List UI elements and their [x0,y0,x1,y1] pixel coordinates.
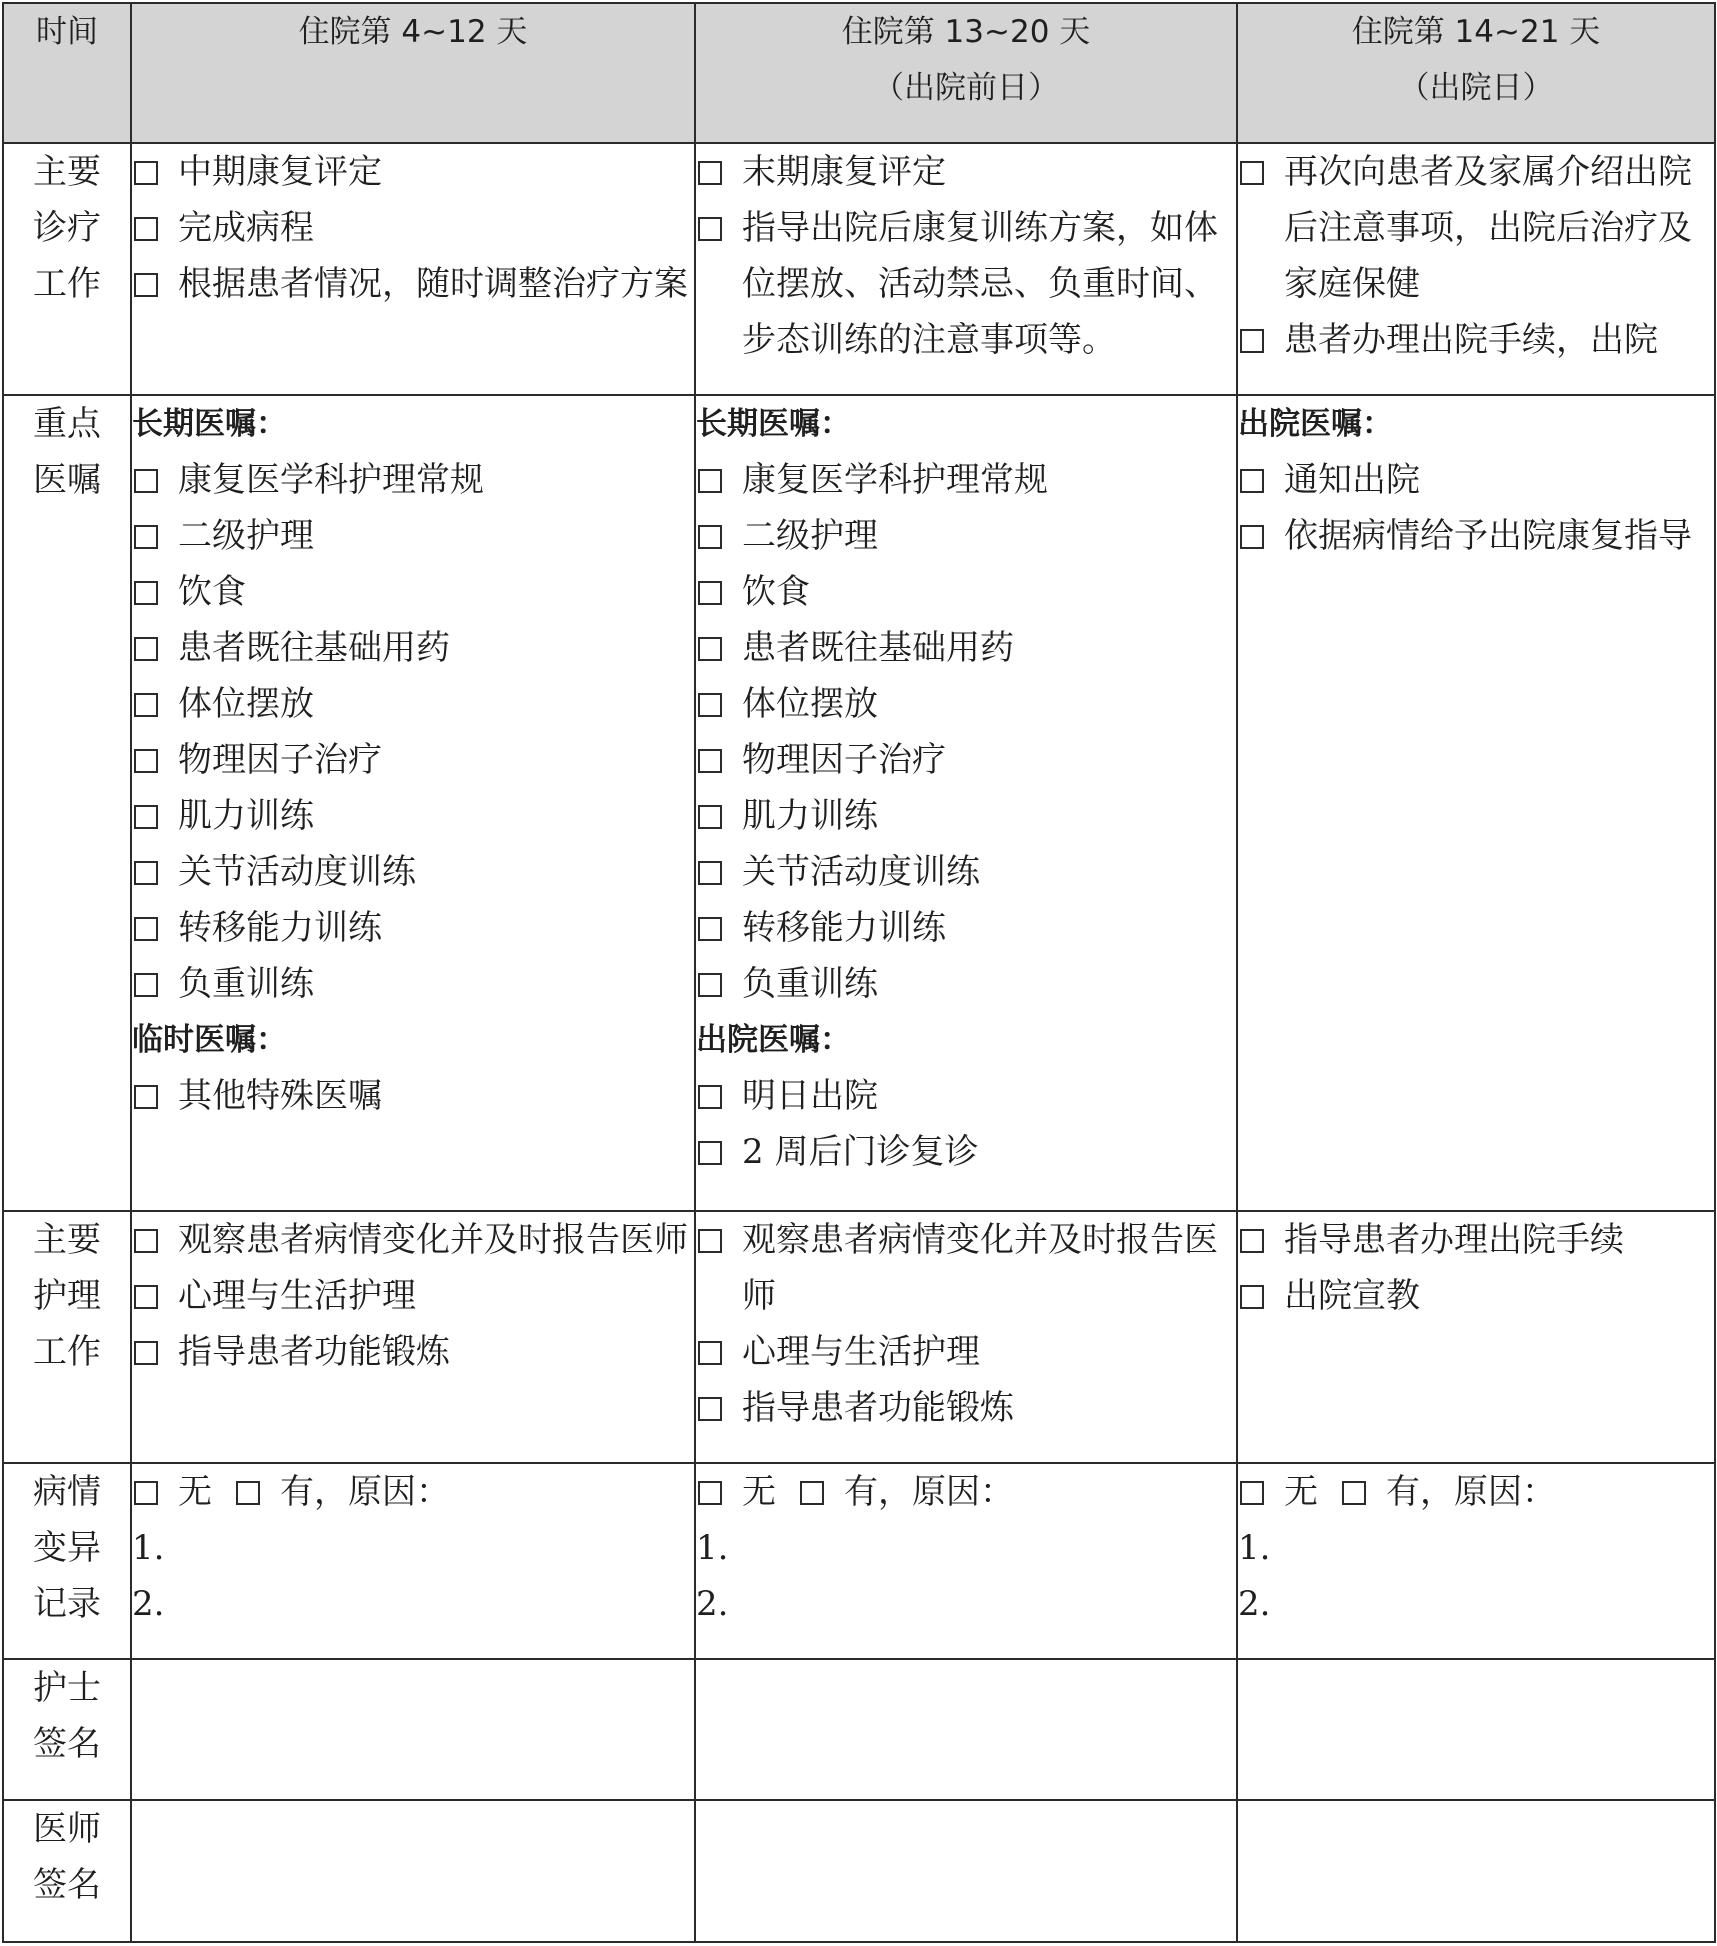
checklist-item[interactable]: 肌力训练 [132,788,694,844]
checklist-item[interactable]: 出院宣教 [1238,1268,1714,1324]
nursing-col1 [131,1211,695,1463]
row-label-line: 变异 [33,1528,101,1568]
row-label-line: 诊疗 [33,208,101,248]
checklist-item[interactable]: 肌力训练 [696,788,1236,844]
main-work-col1 [131,143,695,395]
variance-reason-1[interactable]: 1. [696,1528,729,1568]
checklist-item[interactable]: 患者既往基础用药 [696,620,1236,676]
checklist-item[interactable]: 指导患者办理出院手续 [1238,1212,1714,1268]
checklist-item[interactable]: 观察患者病情变化并及时报告医师 [132,1212,694,1268]
variance-col1 [131,1463,695,1659]
variance-reason-2[interactable]: 2. [696,1584,729,1624]
long-term-orders-title: 长期医嘱： [132,406,287,442]
temporary-orders-title: 临时医嘱： [132,1022,287,1058]
checklist-item[interactable]: 体位摆放 [132,676,694,732]
key-orders-col1 [131,395,695,1211]
variance-none-checkbox[interactable]: 无 [132,1464,212,1520]
main-work-col3 [1237,143,1715,395]
checklist-item[interactable]: 中期康复评定 [132,144,694,200]
checklist-item[interactable]: 2 周后门诊复诊 [696,1124,1236,1180]
row-nurse-sign-label [3,1659,131,1800]
key-orders-col3 [1237,395,1715,1211]
row-label-line: 护理 [33,1276,101,1316]
variance-reason-1[interactable]: 1. [1238,1528,1271,1568]
header-col3-line1: 住院第 14~21 天 [1351,14,1601,50]
checklist-item[interactable]: 关节活动度训练 [132,844,694,900]
row-doctor-signature [3,1800,1715,1942]
header-day-13-20 [695,3,1237,143]
header-col1-line1: 住院第 4~12 天 [298,14,528,50]
doctor-signature-field-col1[interactable] [131,1800,695,1942]
checklist-item[interactable]: 患者既往基础用药 [132,620,694,676]
checklist-item[interactable]: 体位摆放 [696,676,1236,732]
clinical-pathway-sheet [2,2,1716,1943]
row-main-work [3,143,1715,395]
checklist-item[interactable]: 康复医学科护理常规 [696,452,1236,508]
variance-reason-2[interactable]: 2. [1238,1584,1271,1624]
nursing-col2 [695,1211,1237,1463]
checklist-item[interactable]: 康复医学科护理常规 [132,452,694,508]
nurse-signature-field-col2[interactable] [695,1659,1237,1800]
header-col2-line1: 住院第 13~20 天 [841,14,1091,50]
variance-choice-line [132,1464,694,1520]
nurse-signature-field-col3[interactable] [1237,1659,1715,1800]
checklist-item[interactable]: 心理与生活护理 [696,1324,1236,1380]
variance-reason-1[interactable]: 1. [132,1528,165,1568]
main-work-col2 [695,143,1237,395]
row-label-line: 医师 [33,1809,101,1849]
checklist-item[interactable]: 指导患者功能锻炼 [132,1324,694,1380]
checklist-item[interactable]: 完成病程 [132,200,694,256]
discharge-orders-title: 出院医嘱： [1238,406,1393,442]
row-label-line: 签名 [33,1724,101,1764]
row-label-line: 重点 [33,404,101,444]
row-label-line: 记录 [33,1584,101,1624]
checklist-item[interactable]: 通知出院 [1238,452,1714,508]
header-col3-line2: （出院日） [1398,70,1554,106]
header-row [3,3,1715,143]
key-orders-col2 [695,395,1237,1211]
row-label-line: 护士 [33,1668,101,1708]
checklist-item[interactable]: 观察患者病情变化并及时报告医师 [696,1212,1236,1324]
row-label-line: 签名 [33,1865,101,1905]
nurse-signature-field-col1[interactable] [131,1659,695,1800]
variance-col3 [1237,1463,1715,1659]
checklist-item[interactable]: 根据患者情况，随时调整治疗方案 [132,256,694,312]
checklist-item[interactable]: 明日出院 [696,1068,1236,1124]
checklist-item[interactable]: 饮食 [132,564,694,620]
variance-col2 [695,1463,1237,1659]
checklist-item[interactable]: 二级护理 [132,508,694,564]
row-label-line: 病情 [33,1472,101,1512]
variance-yes-checkbox[interactable]: 有，原因： [798,1464,1014,1520]
checklist-item[interactable]: 患者办理出院手续，出院 [1238,312,1714,368]
checklist-item[interactable]: 物理因子治疗 [132,732,694,788]
checklist-item[interactable]: 指导出院后康复训练方案，如体位摆放、活动禁忌、负重时间、步态训练的注意事项等。 [696,200,1236,368]
checklist-item[interactable]: 负重训练 [696,956,1236,1012]
checklist-item[interactable]: 再次向患者及家属介绍出院后注意事项，出院后治疗及家庭保健 [1238,144,1714,312]
doctor-signature-field-col3[interactable] [1237,1800,1715,1942]
header-col2-line2: （出院前日） [873,70,1059,106]
row-label-line: 主要 [33,1220,101,1260]
checklist-item[interactable]: 关节活动度训练 [696,844,1236,900]
variance-none-checkbox[interactable]: 无 [1238,1464,1318,1520]
checklist-item[interactable]: 心理与生活护理 [132,1268,694,1324]
checklist-item[interactable]: 指导患者功能锻炼 [696,1380,1236,1436]
checklist-item[interactable]: 二级护理 [696,508,1236,564]
variance-choice-line [1238,1464,1714,1520]
checklist-item[interactable]: 转移能力训练 [132,900,694,956]
long-term-orders-title: 长期医嘱： [696,406,851,442]
header-day-4-12 [131,3,695,143]
clinical-pathway-table [2,2,1716,1943]
checklist-item[interactable]: 负重训练 [132,956,694,1012]
row-key-orders [3,395,1715,1211]
row-label-line: 主要 [33,152,101,192]
variance-yes-checkbox[interactable]: 有，原因： [1340,1464,1556,1520]
row-doctor-sign-label [3,1800,131,1942]
checklist-item[interactable]: 依据病情给予出院康复指导 [1238,508,1714,564]
variance-none-checkbox[interactable]: 无 [696,1464,776,1520]
checklist-item[interactable]: 饮食 [696,564,1236,620]
variance-reason-2[interactable]: 2. [132,1584,165,1624]
discharge-orders-title: 出院医嘱： [696,1022,851,1058]
row-main-work-label [3,143,131,395]
checklist-item[interactable]: 转移能力训练 [696,900,1236,956]
row-label-line: 医嘱 [33,460,101,500]
header-day-14-21 [1237,3,1715,143]
row-variance-label [3,1463,131,1659]
checklist-item[interactable]: 末期康复评定 [696,144,1236,200]
row-nurse-signature [3,1659,1715,1800]
checklist-item[interactable]: 物理因子治疗 [696,732,1236,788]
row-label-line: 工作 [33,1332,101,1372]
doctor-signature-field-col2[interactable] [695,1800,1237,1942]
row-nursing-work [3,1211,1715,1463]
header-time-label: 时间 [36,14,98,50]
row-label-line: 工作 [33,264,101,304]
nursing-col3 [1237,1211,1715,1463]
variance-yes-checkbox[interactable]: 有，原因： [234,1464,450,1520]
row-nursing-work-label [3,1211,131,1463]
checklist-item[interactable]: 其他特殊医嘱 [132,1068,694,1124]
header-time [3,3,131,143]
variance-choice-line [696,1464,1236,1520]
row-variance-record [3,1463,1715,1659]
row-key-orders-label [3,395,131,1211]
